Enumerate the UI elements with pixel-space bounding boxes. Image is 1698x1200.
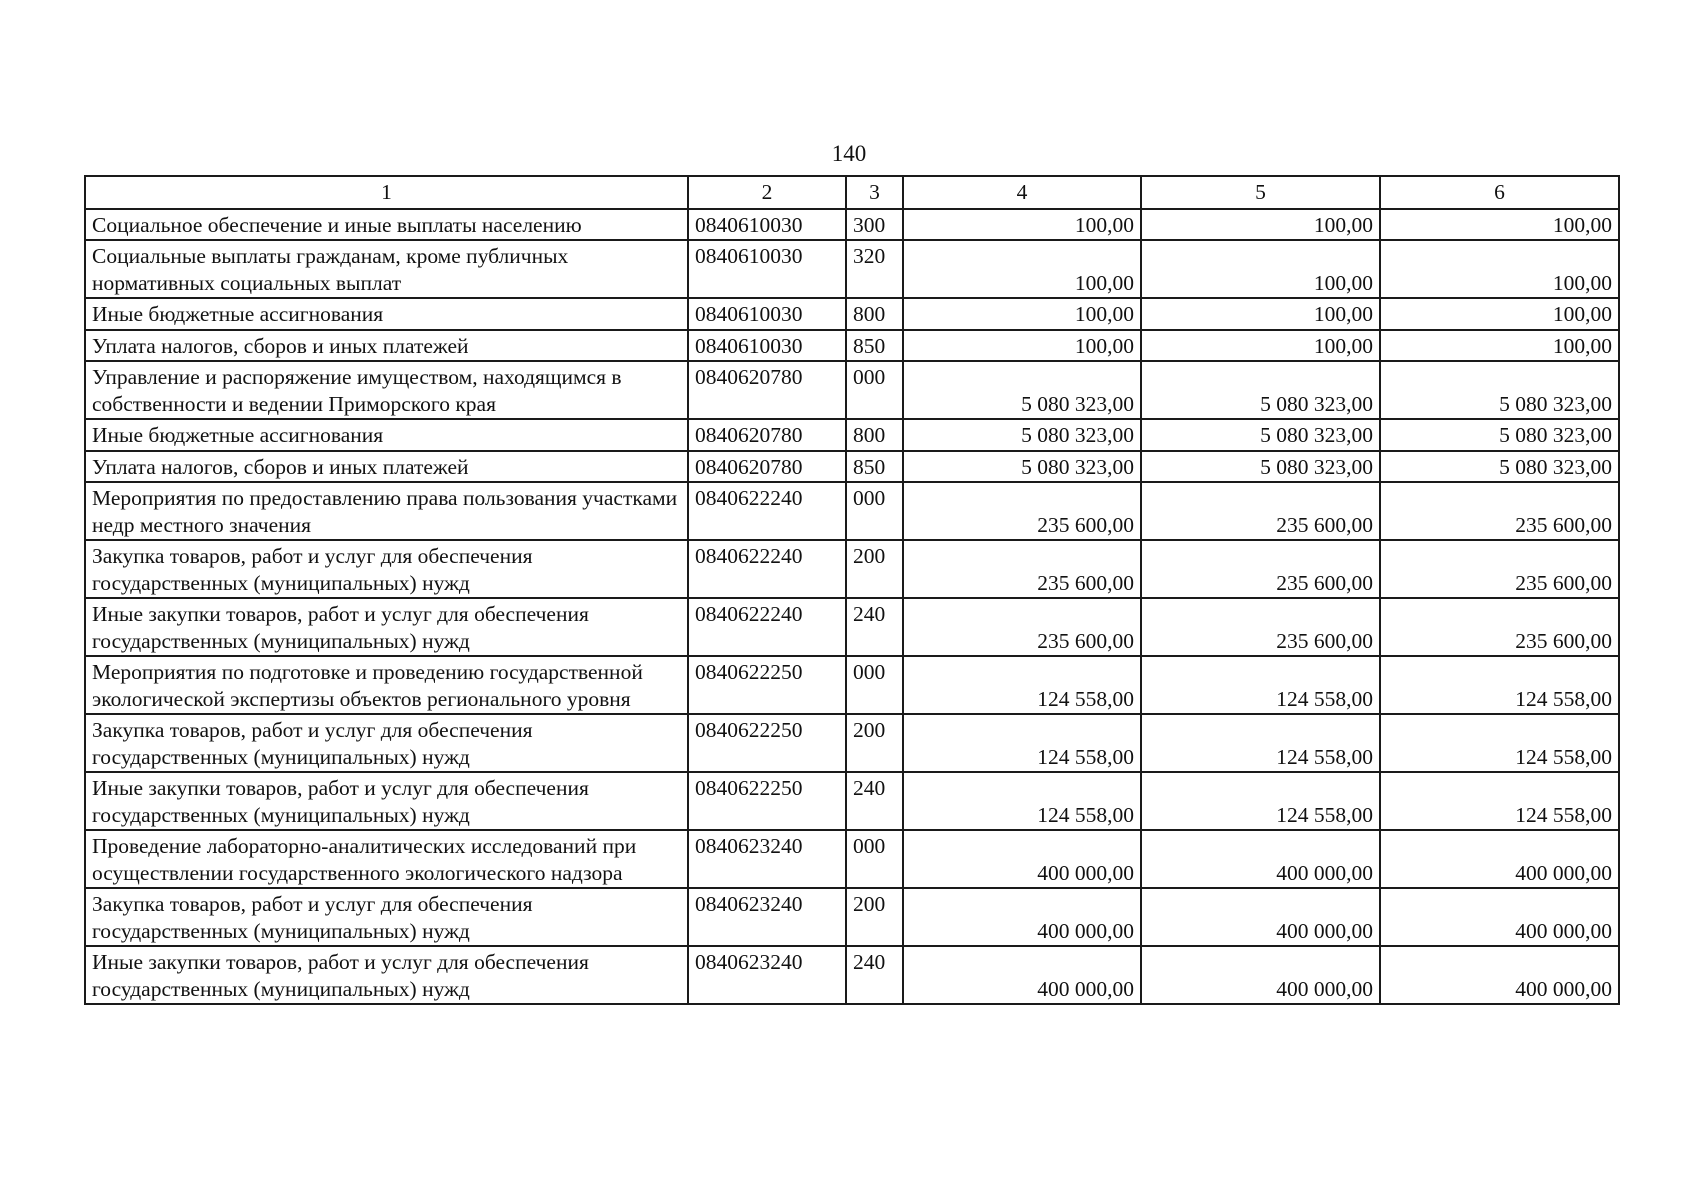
table-row (85, 830, 1619, 888)
table-row (85, 888, 1619, 946)
row-value-col4: 400 000,00 (903, 830, 1141, 888)
row-value-col6: 124 558,00 (1380, 714, 1619, 772)
row-name: Уплата налогов, сборов и иных платежей (85, 330, 688, 362)
row-value-col5: 235 600,00 (1141, 540, 1380, 598)
column-header: 6 (1380, 176, 1619, 209)
table-row (85, 946, 1619, 1004)
row-name: Иные бюджетные ассигнования (85, 419, 688, 451)
row-target-code: 0840620780 (688, 419, 846, 451)
row-value-col4: 124 558,00 (903, 714, 1141, 772)
row-expense-type: 800 (846, 419, 903, 451)
row-value-col6: 235 600,00 (1380, 540, 1619, 598)
row-expense-type: 800 (846, 298, 903, 330)
row-target-code: 0840610030 (688, 240, 846, 298)
row-target-code: 0840622240 (688, 598, 846, 656)
row-value-col6: 400 000,00 (1380, 946, 1619, 1004)
row-value-col4: 235 600,00 (903, 598, 1141, 656)
row-value-col5: 124 558,00 (1141, 772, 1380, 830)
row-value-col6: 235 600,00 (1380, 482, 1619, 540)
table-row (85, 298, 1619, 330)
table-row (85, 240, 1619, 298)
row-expense-type: 200 (846, 888, 903, 946)
row-name: Уплата налогов, сборов и иных платежей (85, 451, 688, 483)
row-target-code: 0840610030 (688, 298, 846, 330)
row-value-col5: 235 600,00 (1141, 482, 1380, 540)
table-row (85, 330, 1619, 362)
row-value-col6: 400 000,00 (1380, 830, 1619, 888)
table-row (85, 419, 1619, 451)
page-number: 140 (831, 141, 867, 166)
row-target-code: 0840622240 (688, 540, 846, 598)
row-expense-type: 240 (846, 946, 903, 1004)
row-value-col4: 100,00 (903, 330, 1141, 362)
row-name: Проведение лабораторно-аналитических исследований при осуществлении государственного экологического надзора (85, 830, 688, 888)
row-target-code: 0840623240 (688, 830, 846, 888)
row-expense-type: 000 (846, 656, 903, 714)
row-value-col5: 5 080 323,00 (1141, 419, 1380, 451)
row-target-code: 0840620780 (688, 451, 846, 483)
row-value-col6: 124 558,00 (1380, 656, 1619, 714)
row-value-col4: 235 600,00 (903, 482, 1141, 540)
row-expense-type: 000 (846, 482, 903, 540)
column-header: 5 (1141, 176, 1380, 209)
table-row (85, 656, 1619, 714)
row-target-code: 0840622250 (688, 772, 846, 830)
row-target-code: 0840622240 (688, 482, 846, 540)
table-row (85, 482, 1619, 540)
row-name: Иные закупки товаров, работ и услуг для обеспечения государственных (муниципальных) нужд (85, 946, 688, 1004)
table-row (85, 714, 1619, 772)
row-name: Иные закупки товаров, работ и услуг для обеспечения государственных (муниципальных) нужд (85, 772, 688, 830)
row-value-col5: 124 558,00 (1141, 714, 1380, 772)
row-value-col6: 124 558,00 (1380, 772, 1619, 830)
row-name: Социальные выплаты гражданам, кроме публичных нормативных социальных выплат (85, 240, 688, 298)
row-value-col5: 235 600,00 (1141, 598, 1380, 656)
row-value-col6: 100,00 (1380, 240, 1619, 298)
row-value-col6: 100,00 (1380, 298, 1619, 330)
column-header: 4 (903, 176, 1141, 209)
table-body (85, 209, 1619, 1005)
row-value-col4: 124 558,00 (903, 772, 1141, 830)
row-value-col4: 5 080 323,00 (903, 361, 1141, 419)
row-value-col4: 100,00 (903, 298, 1141, 330)
row-value-col6: 235 600,00 (1380, 598, 1619, 656)
row-value-col4: 100,00 (903, 240, 1141, 298)
row-value-col5: 5 080 323,00 (1141, 361, 1380, 419)
row-value-col4: 235 600,00 (903, 540, 1141, 598)
row-value-col4: 400 000,00 (903, 946, 1141, 1004)
row-target-code: 0840610030 (688, 209, 846, 241)
row-target-code: 0840610030 (688, 330, 846, 362)
row-target-code: 0840622250 (688, 714, 846, 772)
row-expense-type: 850 (846, 330, 903, 362)
column-header: 2 (688, 176, 846, 209)
row-name: Закупка товаров, работ и услуг для обеспечения государственных (муниципальных) нужд (85, 714, 688, 772)
row-target-code: 0840623240 (688, 946, 846, 1004)
row-value-col5: 100,00 (1141, 330, 1380, 362)
row-value-col6: 5 080 323,00 (1380, 419, 1619, 451)
row-expense-type: 300 (846, 209, 903, 241)
budget-table (84, 175, 1620, 1005)
column-header: 1 (85, 176, 688, 209)
row-value-col4: 100,00 (903, 209, 1141, 241)
row-expense-type: 200 (846, 540, 903, 598)
table-header-row (85, 176, 1619, 209)
row-value-col5: 5 080 323,00 (1141, 451, 1380, 483)
table-row (85, 598, 1619, 656)
row-expense-type: 200 (846, 714, 903, 772)
table-row (85, 361, 1619, 419)
row-expense-type: 320 (846, 240, 903, 298)
row-value-col6: 400 000,00 (1380, 888, 1619, 946)
row-name: Управление и распоряжение имуществом, находящимся в собственности и ведении Приморского края (85, 361, 688, 419)
row-value-col5: 100,00 (1141, 209, 1380, 241)
row-value-col6: 100,00 (1380, 209, 1619, 241)
row-value-col4: 124 558,00 (903, 656, 1141, 714)
table-row (85, 772, 1619, 830)
row-value-col6: 5 080 323,00 (1380, 361, 1619, 419)
row-value-col4: 400 000,00 (903, 888, 1141, 946)
row-name: Иные бюджетные ассигнования (85, 298, 688, 330)
row-expense-type: 000 (846, 361, 903, 419)
row-target-code: 0840623240 (688, 888, 846, 946)
row-name: Социальное обеспечение и иные выплаты населению (85, 209, 688, 241)
table-row (85, 451, 1619, 483)
row-name: Мероприятия по подготовке и проведению государственной экологической экспертизы объектов регионального уровня (85, 656, 688, 714)
row-name: Закупка товаров, работ и услуг для обеспечения государственных (муниципальных) нужд (85, 540, 688, 598)
table-row (85, 540, 1619, 598)
row-value-col4: 5 080 323,00 (903, 419, 1141, 451)
row-name: Закупка товаров, работ и услуг для обеспечения государственных (муниципальных) нужд (85, 888, 688, 946)
row-name: Мероприятия по предоставлению права пользования участками недр местного значения (85, 482, 688, 540)
row-expense-type: 850 (846, 451, 903, 483)
row-expense-type: 240 (846, 598, 903, 656)
row-value-col5: 100,00 (1141, 298, 1380, 330)
row-expense-type: 000 (846, 830, 903, 888)
row-target-code: 0840620780 (688, 361, 846, 419)
row-value-col4: 5 080 323,00 (903, 451, 1141, 483)
row-value-col6: 100,00 (1380, 330, 1619, 362)
row-name: Иные закупки товаров, работ и услуг для обеспечения государственных (муниципальных) нужд (85, 598, 688, 656)
row-expense-type: 240 (846, 772, 903, 830)
row-value-col5: 100,00 (1141, 240, 1380, 298)
row-target-code: 0840622250 (688, 656, 846, 714)
row-value-col5: 124 558,00 (1141, 656, 1380, 714)
row-value-col6: 5 080 323,00 (1380, 451, 1619, 483)
row-value-col5: 400 000,00 (1141, 888, 1380, 946)
column-header: 3 (846, 176, 903, 209)
row-value-col5: 400 000,00 (1141, 830, 1380, 888)
row-value-col5: 400 000,00 (1141, 946, 1380, 1004)
table-row (85, 209, 1619, 241)
